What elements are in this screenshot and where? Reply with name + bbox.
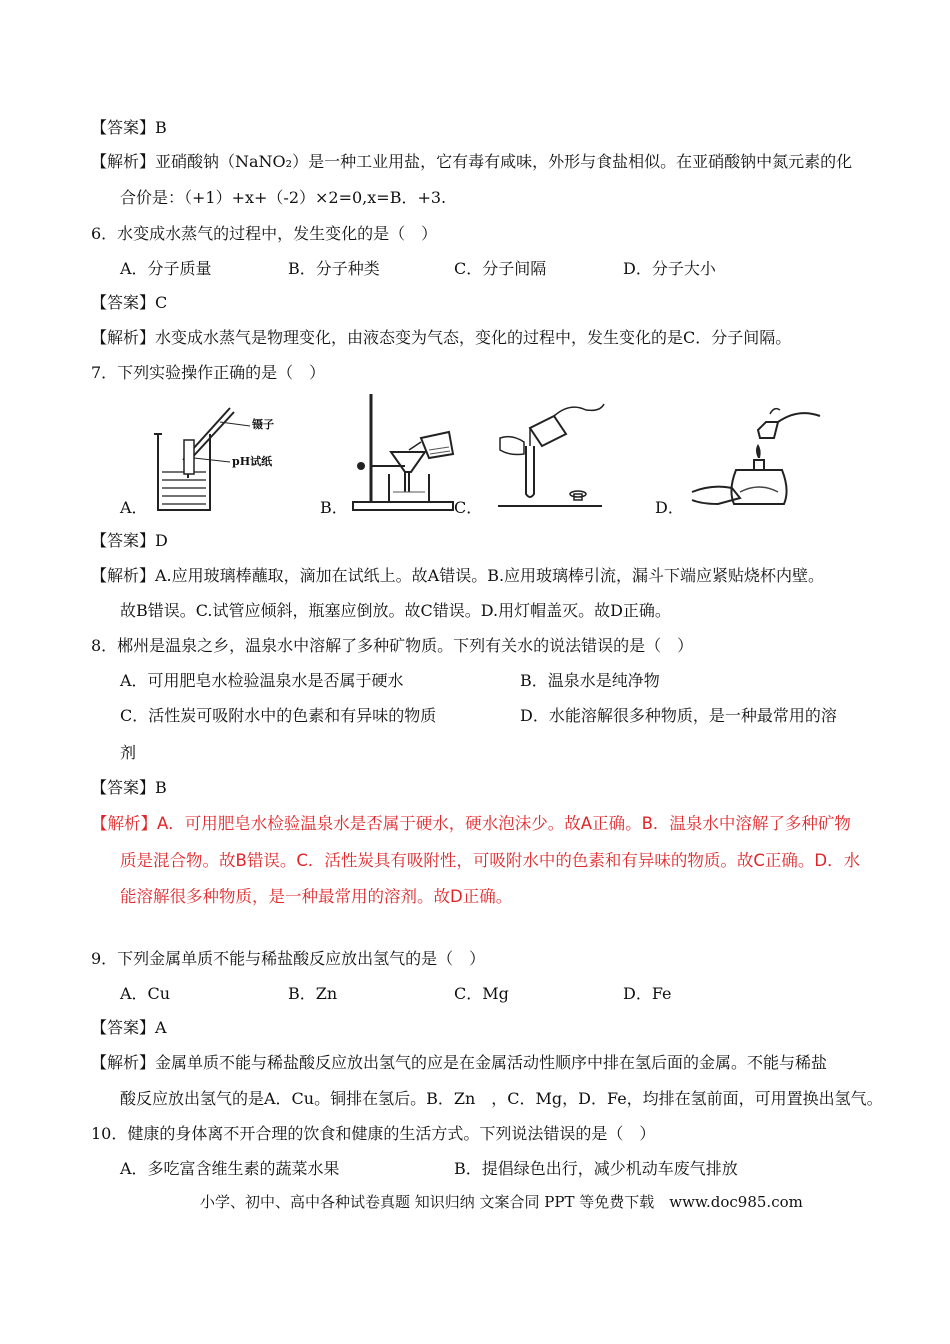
- explanation-7-line1: 【解析】A.应用玻璃棒蘸取，滴加在试纸上。故A错误。B.应用玻璃棒引流，漏斗下端应紧贴烧杯内壁。: [91, 566, 825, 585]
- question-6-option-a: A．分子质量: [120, 259, 212, 278]
- explanation-9-line2: 酸反应放出氢气的是A．Cu。铜排在氢后。B．Zn ，C．Mg，D．Fe，均排在氢前面，可用置换出氢气。: [120, 1089, 883, 1108]
- explanation-7-line2: 故B错误。C.试管应倾斜，瓶塞应倒放。故C错误。D.用灯帽盖灭。故D正确。: [120, 601, 671, 620]
- figure-c-pouring: [490, 398, 610, 513]
- question-8-option-d-cont: 剂: [120, 743, 137, 762]
- explanation-8-line3: 能溶解很多种物质，是一种最常用的溶剂。故D正确。: [120, 887, 513, 906]
- question-7-option-c: C．: [454, 498, 483, 517]
- question-9-option-a: A．Cu: [120, 984, 171, 1003]
- question-10-option-b: B．提倡绿色出行，减少机动车废气排放: [454, 1159, 738, 1178]
- explanation-8-line1: 【解析】A．可用肥皂水检验温泉水是否属于硬水，硬水泡沫少。故A正确。B．温泉水中溶解了多种矿物: [91, 814, 851, 833]
- explanation-9-line1: 【解析】金属单质不能与稀盐酸反应放出氢气的应是在金属活动性顺序中排在氢后面的金属。不能与稀盐: [91, 1053, 828, 1072]
- answer-5: 【答案】B: [91, 118, 167, 137]
- explanation-8-line2: 质是混合物。故B错误。C．活性炭具有吸附性，可吸附水中的色素和有异味的物质。故C正确。D．水: [120, 851, 861, 870]
- question-9-option-b: B．Zn: [288, 984, 338, 1003]
- question-6-option-d: D．分子大小: [623, 259, 716, 278]
- figure-b-filtration: [345, 392, 465, 517]
- question-8-option-d: D．水能溶解很多种物质，是一种最常用的溶: [520, 706, 837, 725]
- question-7-option-d: D．: [655, 498, 684, 517]
- question-7-option-a: A．: [120, 498, 148, 517]
- question-7-option-b: B．: [320, 498, 348, 517]
- answer-7: 【答案】D: [91, 531, 168, 550]
- answer-6: 【答案】C: [91, 293, 168, 312]
- question-9: 9．下列金属单质不能与稀盐酸反应放出氢气的是（ ）: [91, 949, 486, 968]
- explanation-5-line1: 【解析】亚硝酸钠（NaNO₂）是一种工业用盐，它有毒有咸味，外形与食盐相似。在亚硝酸钠中氮元素的化: [91, 152, 853, 171]
- question-8-option-c: C．活性炭可吸附水中的色素和有异味的物质: [120, 706, 437, 725]
- question-8: 8．郴州是温泉之乡，温泉水中溶解了多种矿物质。下列有关水的说法错误的是（ ）: [91, 636, 694, 655]
- figure-a-label-ph-paper: pH试纸: [232, 455, 273, 468]
- explanation-6: 【解析】水变成水蒸气是物理变化，由液态变为气态，变化的过程中，发生变化的是C．分子间隔。: [91, 328, 792, 347]
- answer-8: 【答案】B: [91, 778, 167, 797]
- page-footer: 小学、初中、高中各种试卷真题 知识归纳 文案合同 PPT 等免费下载 www.doc985.com: [200, 1193, 803, 1211]
- question-6-option-b: B．分子种类: [288, 259, 380, 278]
- figure-a-label-tweezers: 镊子: [252, 418, 274, 431]
- question-6: 6．水变成水蒸气的过程中，发生变化的是（ ）: [91, 224, 438, 243]
- question-9-option-c: C．Mg: [454, 984, 509, 1003]
- figure-a-ph-test: [150, 400, 300, 515]
- question-7: 7．下列实验操作正确的是（ ）: [91, 363, 326, 382]
- answer-9: 【答案】A: [91, 1018, 167, 1037]
- question-9-option-d: D．Fe: [623, 984, 672, 1003]
- figure-d-alcohol-lamp: [688, 400, 828, 515]
- question-10-option-a: A．多吃富含维生素的蔬菜水果: [120, 1159, 340, 1178]
- question-8-option-a: A．可用肥皂水检验温泉水是否属于硬水: [120, 671, 404, 690]
- question-6-option-c: C．分子间隔: [454, 259, 547, 278]
- question-8-option-b: B．温泉水是纯净物: [520, 671, 660, 690]
- explanation-5-line2: 合价是：（+1）+x+（-2）×2=0,x=B．+3.: [120, 188, 447, 207]
- question-10: 10．健康的身体离不开合理的饮食和健康的生活方式。下列说法错误的是（ ）: [91, 1124, 656, 1143]
